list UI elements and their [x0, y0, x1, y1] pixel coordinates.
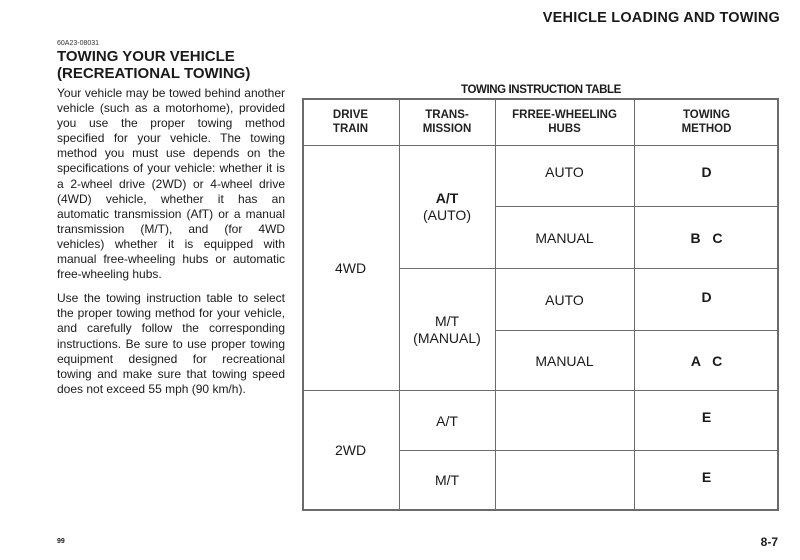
section-title-line2: (RECREATIONAL TOWING): [57, 65, 251, 82]
hubs-cell: [495, 391, 634, 450]
section-title-line1: TOWING YOUR VEHICLE: [57, 48, 235, 65]
page-number: 8-7: [760, 535, 778, 549]
paragraph-instructions: Use the towing instruction table to select the proper towing method for your vehicle, and carefully follow the corresponding instructions. Be sure to use proper towing equipment designed for recreational towing and make sure that towing speed does not exceed 55 mph (90 km/h).: [57, 291, 285, 396]
hubs-cell: AUTO: [545, 291, 584, 308]
header-text: METHOD: [681, 123, 732, 135]
transmission-text: (MANUAL): [413, 329, 481, 346]
header-towing-method: [634, 98, 779, 146]
header-text: HUBS: [548, 123, 581, 135]
left-column: [57, 39, 285, 397]
table-caption: TOWING INSTRUCTION TABLE: [461, 84, 621, 96]
paragraph-intro: Your vehicle may be towed behind another vehicle (such as a motorhome), provided you use the proper towing method specified for your vehicle. The towing method you must use depends on the specifications of your vehicle: whether it is a 2-wheel drive (2WD) or 4-wheel drive (4WD) vehicle, whether it has an automatic transmission (AfT) or a manual transmission (M/T), and (for 4WD vehicles) whether it is equipped with manual free-wheeling hubs or automatic free-wheeling hubs.: [57, 86, 285, 282]
transmission-text: (AUTO): [423, 207, 471, 223]
page-header: VEHICLE LOADING AND TOWING: [542, 10, 780, 26]
towing-method-cell: A C: [690, 352, 723, 369]
hubs-cell: MANUAL: [535, 352, 594, 369]
transmission-4wd-mt: [399, 269, 495, 390]
hubs-cell: [495, 451, 634, 509]
header-text: MISSION: [422, 123, 472, 135]
header-text: FRREE-WHEELING: [512, 109, 617, 121]
section-code: 60A23-08031: [57, 40, 100, 47]
drive-train-4wd: 4WD: [334, 260, 367, 276]
transmission-4wd-at: [399, 146, 495, 268]
drive-train-2wd: 2WD: [334, 442, 367, 458]
header-drive-train: [302, 98, 399, 146]
table-border-bottom: [302, 509, 779, 511]
transmission-2wd-at: A/T: [436, 412, 458, 429]
footer-code: 99: [57, 538, 65, 545]
towing-method-cell: D: [701, 289, 712, 305]
hubs-cell: AUTO: [545, 164, 584, 180]
hubs-cell: MANUAL: [535, 229, 594, 246]
towing-method-cell: E: [701, 469, 712, 485]
transmission-2wd-mt: M/T: [434, 472, 460, 488]
transmission-text: A/T: [435, 190, 459, 206]
transmission-text: M/T: [434, 312, 460, 329]
towing-method-cell: E: [701, 409, 712, 425]
towing-instruction-table: [302, 98, 779, 511]
towing-method-cell: D: [701, 164, 712, 180]
towing-method-cell: B C: [690, 229, 723, 246]
header-transmission: [399, 98, 495, 146]
header-free-wheeling-hubs: [495, 98, 634, 146]
header-text: DRIVE: [332, 109, 369, 121]
header-text: TOWING: [682, 109, 731, 121]
section-title: [57, 48, 285, 82]
header-text: TRANS-: [425, 109, 469, 121]
header-text: TRAIN: [332, 123, 369, 135]
